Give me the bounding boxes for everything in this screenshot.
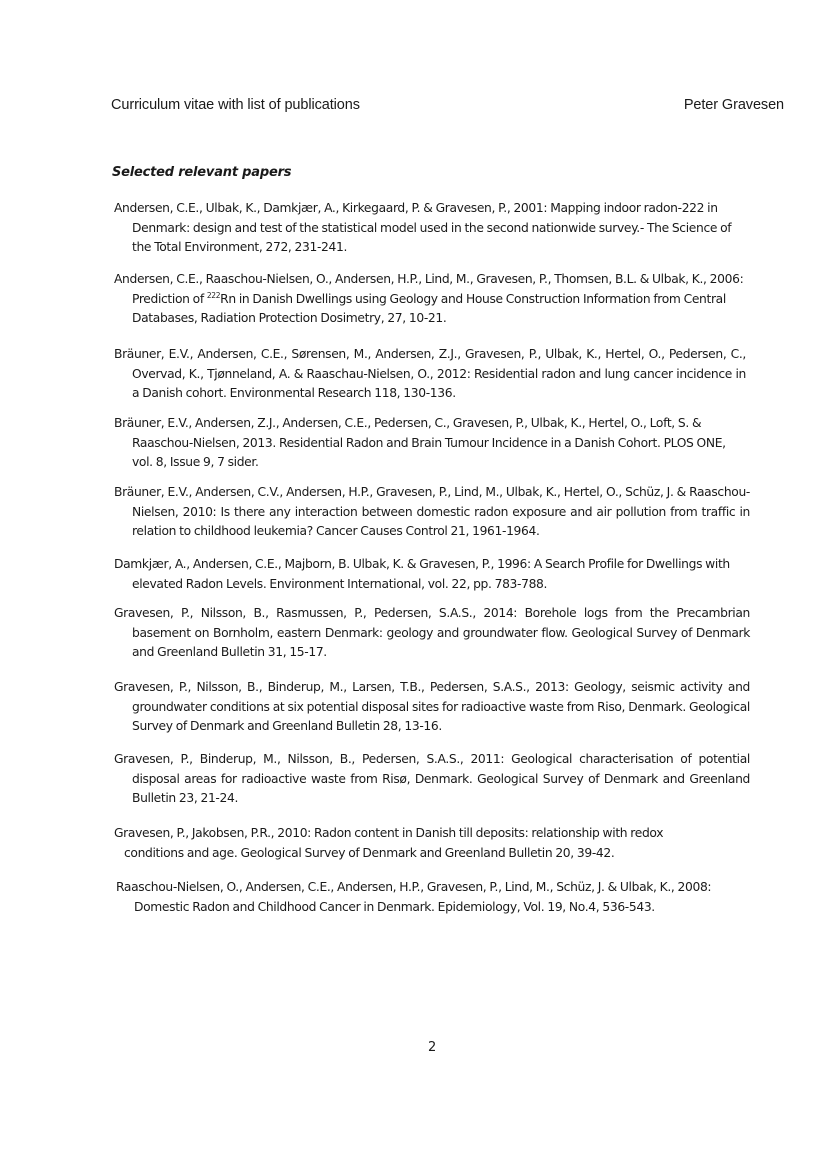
reference-text-part: Rn in Danish Dwellings using Geology and House Construction Information from Central Databases, Radiation Protection Dosimetry, 27, 10-21. <box>132 291 726 326</box>
page-number: 2 <box>428 1040 437 1055</box>
reference-text-part: Andersen, C.E., Raaschou-Nielsen, O., Andersen, H.P., Lind, M., Gravesen, P., Thomsen, B.L. & Ulbak, K., 2006: Prediction of <box>114 272 744 306</box>
reference-andersen-2006 <box>114 270 746 329</box>
reference-gravesen-2010: Gravesen, P., Jakobsen, P.R., 2010: Radon content in Danish till deposits: relationship with redox conditions and age. Geological Survey of Denmark and Greenland Bulletin 20, 39-42. <box>114 826 664 860</box>
isotope-superscript: 222 <box>206 290 221 300</box>
reference-brauner-2010: Bräuner, E.V., Andersen, C.V., Andersen, H.P., Gravesen, P., Lind, M., Ulbak, K., Hertel, O., Schüz, J. & Raaschou-Nielsen, 2010: Is there any interaction between domestic radon exposure and air pollution from traffic in relation to childhood leukemia? Cancer Causes Control 21, 1961-1964. <box>114 485 750 539</box>
reference-gravesen-2013: Gravesen, P., Nilsson, B., Binderup, M., Larsen, T.B., Pedersen, S.A.S., 2013: Geology, seismic activity and groundwater conditions at six potential disposal sites for radioactive waste from Riso, Denmark. Geological Survey of Denmark and Greenland Bulletin 28, 13-16. <box>114 680 750 734</box>
document-header-title: Curriculum vitae with list of publications <box>111 97 360 113</box>
reference-damkjaer-1996: Damkjær, A., Andersen, C.E., Majborn, B. Ulbak, K. & Gravesen, P., 1996: A Search Profile for Dwellings with elevated Radon Levels. Environment International, vol. 22, pp. 783-788. <box>114 557 730 591</box>
reference-brauner-2013: Bräuner, E.V., Andersen, Z.J., Andersen, C.E., Pedersen, C., Gravesen, P., Ulbak, K., Hertel, O., Loft, S. & Raaschou-Nielsen, 2013. Residential Radon and Brain Tumour Incidence in a Danish Cohort. PLOS ONE, vol. 8, Issue 9, 7 sider. <box>114 416 726 470</box>
reference-gravesen-2011: Gravesen, P., Binderup, M., Nilsson, B., Pedersen, S.A.S., 2011: Geological characterisation of potential disposal areas for radioactive waste from Risø, Denmark. Geological Survey of Denmark and Greenland Bulletin 23, 21-24. <box>114 752 750 806</box>
reference-gravesen-2014: Gravesen, P., Nilsson, B., Rasmussen, P., Pedersen, S.A.S., 2014: Borehole logs from the Precambrian basement on Bornholm, eastern Denmark: geology and groundwater flow. Geological Survey of Denmark and Greenland Bulletin 31, 15-17. <box>114 606 750 660</box>
reference-andersen-2001: Andersen, C.E., Ulbak, K., Damkjær, A., Kirkegaard, P. & Gravesen, P., 2001: Mapping indoor radon-222 in Denmark: design and test of the statistical model used in the second nationwide survey.- The Science of the Total Environment, 272, 231-241. <box>114 201 732 255</box>
document-header-author: Peter Gravesen <box>683 97 784 113</box>
reference-raaschou-nielsen-2008: Raaschou-Nielsen, O., Andersen, C.E., Andersen, H.P., Gravesen, P., Lind, M., Schüz, J. & Ulbak, K., 2008: Domestic Radon and Childhood Cancer in Denmark. Epidemiology, Vol. 19, No.4, 536-543. <box>116 880 712 914</box>
section-heading: Selected relevant papers <box>112 165 292 180</box>
reference-brauner-2012: Bräuner, E.V., Andersen, C.E., Sørensen, M., Andersen, Z.J., Gravesen, P., Ulbak, K., Hertel, O., Pedersen, C., Overvad, K., Tjønneland, A. & Raaschau-Nielsen, O., 2012: Residential radon and lung cancer incidence in a Danish cohort. Environmental Research 118, 130-136. <box>114 347 746 401</box>
